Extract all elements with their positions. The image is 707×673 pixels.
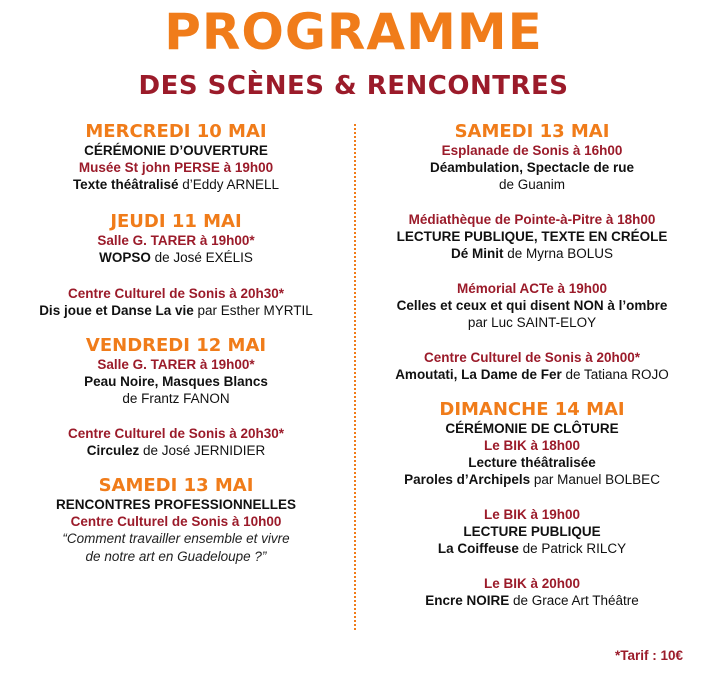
show-credit: de Myrna BOLUS (503, 246, 614, 261)
venue-time: Médiathèque de Pointe-à-Pitre à 18h00 (408, 212, 656, 227)
show-line (356, 592, 707, 609)
quote-line: de notre art en Guadeloupe ?” (85, 549, 267, 564)
show-credit: par Luc SAINT-ELOY (467, 315, 597, 330)
show-title: Déambulation, Spectacle de rue (429, 160, 635, 175)
day-heading: JEUDI 11 MAI (110, 211, 242, 232)
show-credit: de Guanim (498, 177, 566, 192)
show-line (356, 245, 707, 262)
show-title: Celles et ceux et qui disent NON à l’ombre (396, 298, 668, 313)
show-line (0, 176, 352, 193)
day-heading: DIMANCHE 14 MAI (439, 399, 625, 420)
show-credit: de Tatiana ROJO (561, 367, 669, 382)
day-block (356, 400, 707, 609)
venue-time: Centre Culturel de Sonis à 20h30* (67, 286, 285, 301)
show-credit: par Esther MYRTIL (193, 303, 313, 318)
show-title: WOPSO (99, 250, 151, 265)
show-title: Amoutati, La Dame de Fer (395, 367, 562, 382)
event-title: RENCONTRES PROFESSIONNELLES (55, 497, 297, 512)
day-block (0, 122, 352, 193)
show-line (0, 302, 352, 319)
show-line (356, 366, 707, 383)
venue-time: Le BIK à 20h00 (483, 576, 581, 591)
show-line (0, 249, 352, 266)
show-title: Dis joue et Danse La vie (39, 303, 194, 318)
page-subtitle: DES SCÈNES & RENCONTRES (138, 71, 569, 101)
event-title: CÉRÉMONIE D’OUVERTURE (84, 143, 268, 158)
venue-time: Centre Culturel de Sonis à 20h00* (423, 350, 641, 365)
show-line (356, 540, 707, 557)
day-block (0, 476, 352, 566)
venue-time: Salle G. TARER à 19h00* (97, 357, 255, 372)
day-block (0, 212, 352, 319)
day-heading: SAMEDI 13 MAI (454, 121, 610, 142)
show-type: Lecture théâtralisée (468, 455, 596, 470)
venue-time: Le BIK à 19h00 (483, 507, 581, 522)
venue-time: Salle G. TARER à 19h00* (97, 233, 255, 248)
show-line (0, 442, 352, 459)
price-note: *Tarif : 10€ (614, 648, 683, 663)
show-title: Peau Noire, Masques Blancs (84, 374, 268, 389)
event-title: LECTURE PUBLIQUE, TEXTE EN CRÉOLE (396, 229, 668, 244)
venue-time: Centre Culturel de Sonis à 20h30* (67, 426, 285, 441)
event-title: CÉRÉMONIE DE CLÔTURE (445, 421, 619, 436)
day-block (0, 336, 352, 459)
show-title: Dé Minit (450, 246, 504, 261)
venue-time: Centre Culturel de Sonis à 10h00 (70, 514, 282, 529)
day-heading: VENDREDI 12 MAI (85, 335, 267, 356)
show-credit: de José JERNIDIER (139, 443, 266, 458)
quote-line: “Comment travailler ensemble et vivre (62, 531, 290, 546)
show-credit: par Manuel BOLBEC (530, 472, 660, 487)
day-block (356, 122, 707, 383)
day-heading: SAMEDI 13 MAI (98, 475, 254, 496)
day-heading: MERCREDI 10 MAI (85, 121, 267, 142)
venue-time: Esplanade de Sonis à 16h00 (441, 143, 623, 158)
show-title-part: Encre (425, 593, 467, 608)
left-column (0, 122, 352, 566)
show-line (356, 471, 707, 488)
show-title: Texte théâtralisé (72, 177, 179, 192)
right-column (356, 122, 707, 609)
show-title: Circulez (86, 443, 140, 458)
venue-time: Musée St john PERSE à 19h00 (78, 160, 274, 175)
show-title: La Coiffeuse (437, 541, 519, 556)
show-credit: de José EXÉLIS (150, 250, 253, 265)
show-title-part: NOIRE (466, 593, 510, 608)
venue-time: Mémorial ACTe à 19h00 (456, 281, 608, 296)
venue-time: Le BIK à 18h00 (483, 438, 581, 453)
show-credit: d’Eddy ARNELL (178, 177, 280, 192)
event-title: LECTURE PUBLIQUE (463, 524, 601, 539)
show-credit: de Frantz FANON (122, 391, 230, 406)
show-credit: de Patrick RILCY (518, 541, 627, 556)
show-title: Paroles d’Archipels (404, 472, 531, 487)
show-credit: de Grace Art Théâtre (509, 593, 639, 608)
page-title: PROGRAMME (164, 3, 543, 61)
